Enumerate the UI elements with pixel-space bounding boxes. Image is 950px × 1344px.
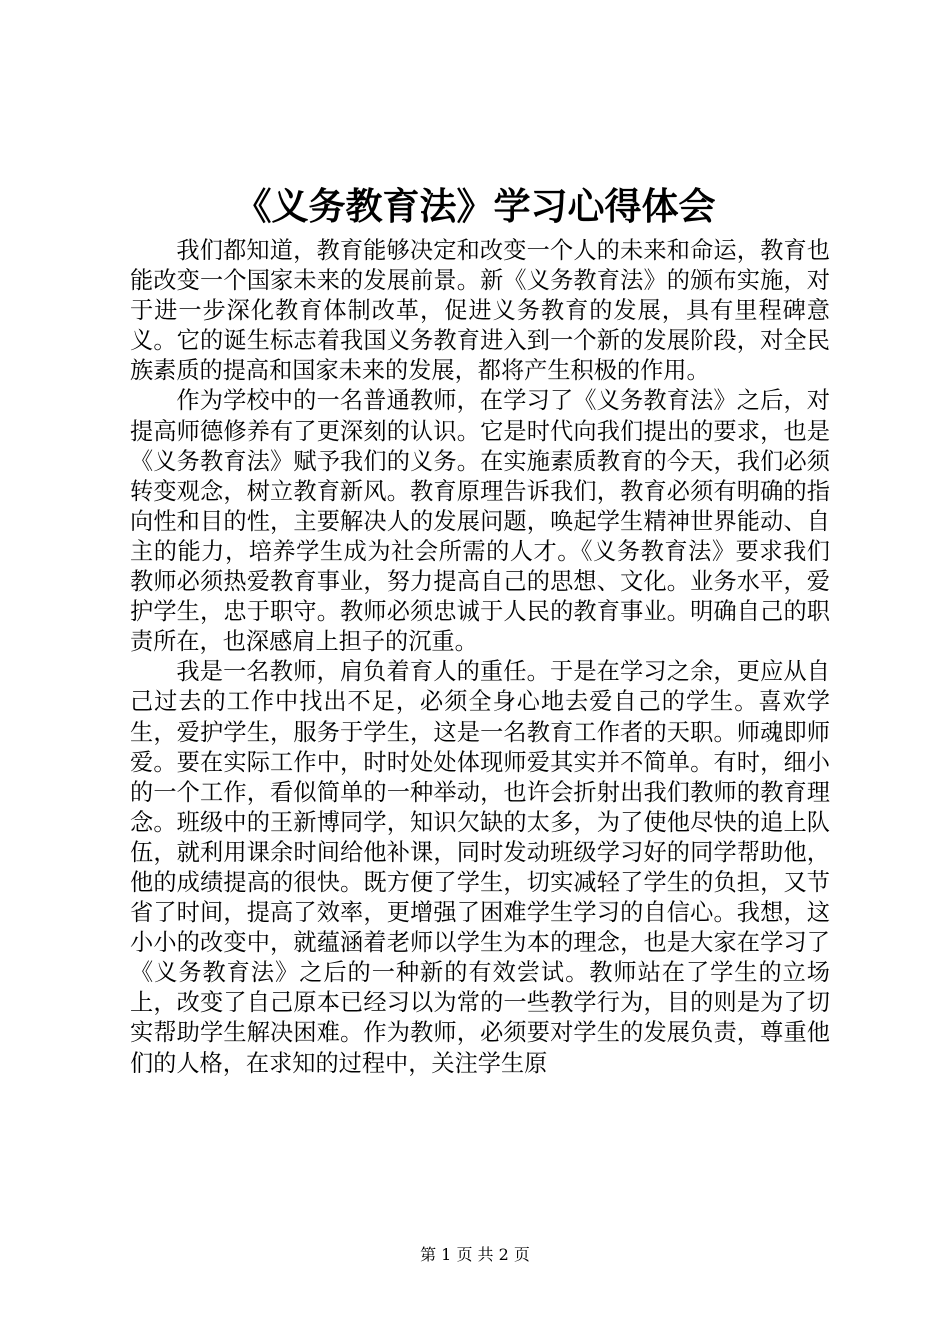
- document-title: 《义务教育法》学习心得体会: [234, 185, 716, 228]
- document-body: [130, 236, 830, 1079]
- paragraph: 作为学校中的一名普通教师，在学习了《义务教育法》之后，对提高师德修养有了更深刻的认识。它是时代向我们提出的要求，也是《义务教育法》赋予我们的义务。在实施素质教育的今天，我们必须转变观念，树立教育新风。教育原理告诉我们，教育必须有明确的指向性和目的性，主要解决人的发展问题，唤起学生精神世界能动、自主的能力，培养学生成为社会所需的人才。《义务教育法》要求我们教师必须热爱教育事业，努力提高自己的思想、文化。业务水平，爱护学生，忠于职守。教师必须忠诚于人民的教育事业。明确自己的职责所在，也深感肩上担子的沉重。: [130, 387, 830, 656]
- page-number-footer: 第 1 页 共 2 页: [420, 1245, 530, 1264]
- paragraph: 我们都知道，教育能够决定和改变一个人的未来和命运，教育也能改变一个国家未来的发展前景。新《义务教育法》的颁布实施，对于进一步深化教育体制改革，促进义务教育的发展，具有里程碑意义。它的诞生标志着我国义务教育进入到一个新的发展阶段，对全民族素质的提高和国家未来的发展，都将产生积极的作用。: [130, 237, 830, 385]
- paragraph: 我是一名教师，肩负着育人的重任。于是在学习之余，更应从自己过去的工作中找出不足，必须全身心地去爱自己的学生。喜欢学生，爱护学生，服务于学生，这是一名教育工作者的天职。师魂即师爱。要在实际工作中，时时处处体现师爱其实并不简单。有时，细小的一个工作，看似简单的一种举动，也许会折射出我们教师的教育理念。班级中的王新博同学，知识欠缺的太多，为了使他尽快的追上队伍，就利用课余时间给他补课，同时发动班级学习好的同学帮助他，他的成绩提高的很快。既方便了学生，切实减轻了学生的负担，又节省了时间，提高了效率，更增强了困难学生学习的自信心。我想，这小小的改变中，就蕴涵着老师以学生为本的理念，也是大家在学习了《义务教育法》之后的一种新的有效尝试。教师站在了学生的立场上，改变了自己原本已经习以为常的一些教学行为，目的则是为了切实帮助学生解决困难。作为教师，必须要对学生的发展负责，尊重他们的人格，在求知的过程中，关注学生原: [130, 658, 830, 1077]
